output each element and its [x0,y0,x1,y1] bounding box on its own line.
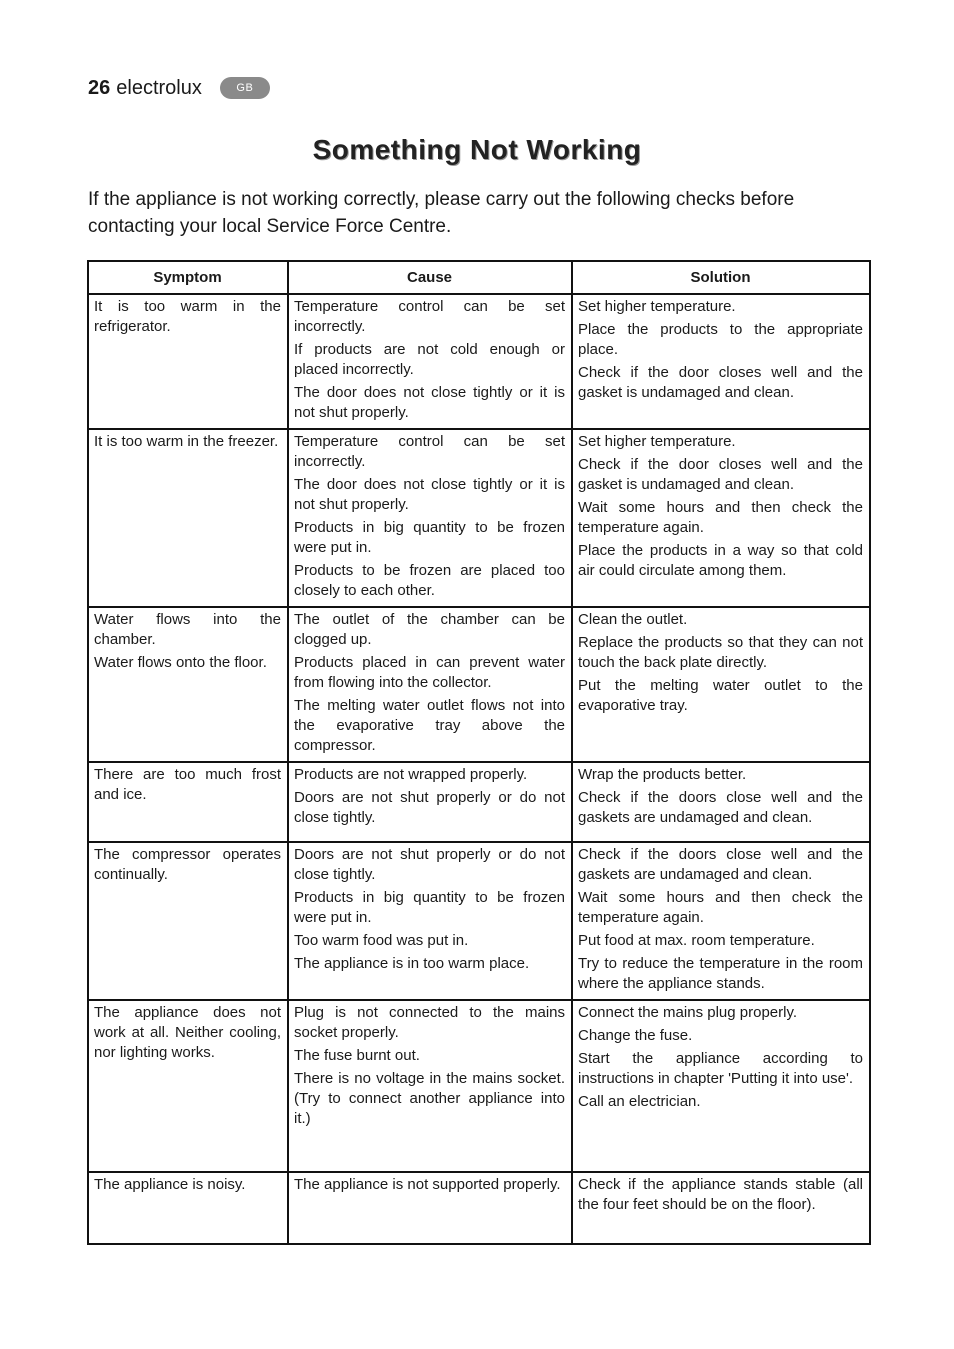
solution-text: Clean the outlet. [578,611,688,628]
cause-text: Temperature control can be set incorrectly. [294,433,565,470]
cause-text: The door does not close tightly or it is not shut properly. [294,476,565,513]
symptom-cell [88,429,288,607]
troubleshooting-table [87,260,871,1245]
solution-text: Set higher temperature. [578,298,736,315]
solution-cell [572,1000,870,1172]
page-title: Something Not Working [312,134,642,165]
solution-text: Put food at max. room temperature. [578,932,815,949]
symptom-cell [88,842,288,1000]
cause-text: Doors are not shut properly or do not close tightly. [294,789,565,826]
table-row [88,762,870,842]
cause-text: Products placed in can prevent water from flowing into the collector. [294,654,565,691]
solution-cell [572,842,870,1000]
solution-text: Place the products in a way so that cold air could circulate among them. [578,542,863,579]
solution-text: Place the products to the appropriate place. [578,321,863,358]
solution-text: Call an electrician. [578,1093,701,1110]
solution-text: Change the fuse. [578,1027,693,1044]
symptom-cell [88,1172,288,1244]
table-row [88,842,870,1000]
language-badge: GB [220,77,270,99]
table-header-row [88,261,870,294]
cause-cell [288,429,572,607]
table-row [88,294,870,429]
cause-text: Temperature control can be set incorrectly. [294,298,565,335]
symptom-text: Water flows onto the floor. [94,654,267,671]
solution-text: Check if the doors close well and the gaskets are undamaged and clean. [578,789,863,826]
brand-name: electrolux [116,76,202,99]
symptom-text: Water flows into the chamber. [94,611,281,648]
solution-cell [572,762,870,842]
cause-text: The appliance is in too warm place. [294,955,530,972]
symptom-text: The appliance is noisy. [94,1176,246,1193]
solution-cell [572,429,870,607]
table-row [88,1172,870,1244]
cause-text: The door does not close tightly or it is not shut properly. [294,384,565,421]
symptom-text: The compressor operates continually. [94,846,281,883]
solution-text: Wait some hours and then check the temperature again. [578,889,863,926]
table-row [88,607,870,762]
symptom-cell [88,607,288,762]
cause-cell [288,1172,572,1244]
solution-text: Start the appliance according to instructions in chapter 'Putting it into use'. [578,1050,863,1087]
solution-text: Check if the appliance stands stable (all the four feet should be on the floor). [578,1176,863,1213]
cause-text: Doors are not shut properly or do not close tightly. [294,846,565,883]
header-symptom: Symptom [88,261,288,294]
solution-text: Wrap the products better. [578,766,747,783]
cause-text: If products are not cold enough or placed incorrectly. [294,341,565,378]
symptom-text: There are too much frost and ice. [94,766,281,803]
solution-text: Wait some hours and then check the temperature again. [578,499,863,536]
cause-text: Products in big quantity to be frozen were put in. [294,519,565,556]
solution-cell [572,294,870,429]
symptom-cell [88,762,288,842]
cause-text: Too warm food was put in. [294,932,469,949]
symptom-cell [88,294,288,429]
symptom-cell [88,1000,288,1172]
cause-text: Products in big quantity to be frozen were put in. [294,889,565,926]
cause-text: Plug is not connected to the mains socket properly. [294,1004,565,1041]
symptom-text: The appliance does not work at all. Neither cooling, nor lighting works. [94,1004,281,1061]
solution-text: Replace the products so that they can not touch the back plate directly. [578,634,863,671]
cause-text: The outlet of the chamber can be clogged up. [294,611,565,648]
solution-text: Check if the door closes well and the gasket is undamaged and clean. [578,456,863,493]
cause-cell [288,842,572,1000]
table-row [88,429,870,607]
cause-text: The fuse burnt out. [294,1047,420,1064]
solution-cell [572,1172,870,1244]
table-row [88,1000,870,1172]
cause-text: The appliance is not supported properly. [294,1176,561,1193]
header-cause: Cause [288,261,572,294]
solution-cell [572,607,870,762]
solution-text: Connect the mains plug properly. [578,1004,798,1021]
page-number: 26 [88,76,111,99]
cause-text: Products to be frozen are placed too closely to each other. [294,562,565,599]
cause-text: The melting water outlet flows not into the evaporative tray above the compressor. [294,697,565,754]
cause-cell [288,607,572,762]
cause-text: Products are not wrapped properly. [294,766,528,783]
cause-cell [288,1000,572,1172]
page-header [88,74,270,102]
cause-cell [288,294,572,429]
cause-cell [288,762,572,842]
solution-text: Put the melting water outlet to the evaporative tray. [578,677,863,714]
symptom-text: It is too warm in the refrigerator. [94,298,281,335]
solution-text: Set higher temperature. [578,433,736,450]
solution-text: Check if the doors close well and the gaskets are undamaged and clean. [578,846,863,883]
solution-text: Try to reduce the temperature in the room where the appliance stands. [578,955,863,992]
symptom-text: It is too warm in the freezer. [94,433,279,450]
header-solution: Solution [572,261,870,294]
cause-text: There is no voltage in the mains socket. (Try to connect another appliance into it.) [294,1070,565,1127]
intro-text: If the appliance is not working correctly, please carry out the following checks before contacting your local Service Force Centre. [88,189,795,237]
solution-text: Check if the door closes well and the gasket is undamaged and clean. [578,364,863,401]
